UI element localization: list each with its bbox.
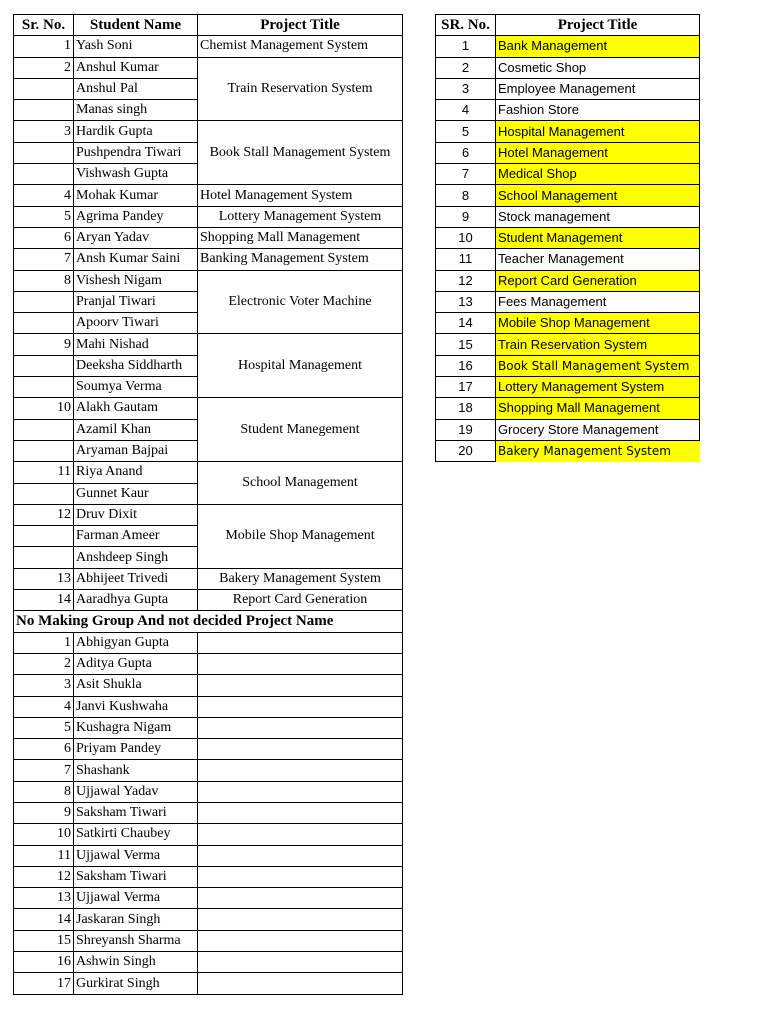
table-row [14, 888, 403, 909]
sr-no-cell: 16 [436, 355, 496, 376]
project-title-cell: Grocery Store Management [496, 419, 700, 440]
project-title-cell: Hotel Management System [198, 185, 403, 206]
sr-no-cell: 10 [14, 824, 74, 845]
project-title-cell [198, 909, 403, 930]
section-title: No Making Group And not decided Project Name [14, 611, 403, 632]
table-row [14, 398, 403, 419]
project-title-cell: Train Reservation System [496, 334, 700, 355]
table-row [14, 760, 403, 781]
project-title-cell: Shopping Mall Management [496, 398, 700, 419]
table-row [436, 377, 700, 398]
sr-no-cell [14, 313, 74, 334]
table-row [436, 100, 700, 121]
project-title-cell: School Management [496, 185, 700, 206]
table-row [14, 696, 403, 717]
sr-no-cell: 17 [436, 377, 496, 398]
sr-no-cell: 9 [14, 802, 74, 823]
sr-no-cell: 4 [436, 100, 496, 121]
project-title-cell: Fashion Store [496, 100, 700, 121]
sr-no-cell: 6 [436, 142, 496, 163]
sr-no-cell [14, 440, 74, 461]
student-name-cell: Riya Anand [74, 462, 198, 483]
project-title-cell: Lottery Management System [496, 377, 700, 398]
header-project-title: Project Title [198, 15, 403, 36]
project-title-cell [198, 781, 403, 802]
student-name-cell: Deeksha Siddharth [74, 355, 198, 376]
project-title-cell: Mobile Shop Management [496, 313, 700, 334]
project-title-cell: Banking Management System [198, 249, 403, 270]
sr-no-cell: 13 [14, 568, 74, 589]
sr-no-cell: 2 [436, 57, 496, 78]
table-row [436, 419, 700, 440]
student-name-cell: Druv Dixit [74, 504, 198, 525]
sr-no-cell: 12 [14, 866, 74, 887]
sr-no-cell: 5 [14, 206, 74, 227]
project-title-cell: Hotel Management [496, 142, 700, 163]
sr-no-cell: 14 [14, 909, 74, 930]
student-name-cell: Janvi Kushwaha [74, 696, 198, 717]
table-row [436, 270, 700, 291]
header-sr-no: SR. No. [436, 15, 496, 36]
table-row [14, 590, 403, 611]
sr-no-cell: 12 [436, 270, 496, 291]
sr-no-cell [14, 142, 74, 163]
sr-no-cell: 8 [14, 781, 74, 802]
table-row [436, 57, 700, 78]
project-title-cell [198, 866, 403, 887]
project-title-cell: Teacher Management [496, 249, 700, 270]
student-name-cell: Farman Ameer [74, 526, 198, 547]
project-title-cell [198, 739, 403, 760]
sr-no-cell: 1 [436, 36, 496, 57]
sr-no-cell: 20 [436, 440, 496, 461]
table-row [14, 185, 403, 206]
student-name-cell: Mohak Kumar [74, 185, 198, 206]
project-title-cell [198, 888, 403, 909]
sr-no-cell: 8 [436, 185, 496, 206]
table-row [14, 462, 403, 483]
table-row [436, 334, 700, 355]
student-name-cell: Mahi Nishad [74, 334, 198, 355]
student-name-cell: Agrima Pandey [74, 206, 198, 227]
sr-no-cell: 7 [14, 760, 74, 781]
project-title-cell [198, 696, 403, 717]
student-name-cell: Abhijeet Trivedi [74, 568, 198, 589]
table-row [14, 824, 403, 845]
student-name-cell: Shreyansh Sharma [74, 930, 198, 951]
sr-no-cell: 4 [14, 185, 74, 206]
sr-no-cell: 4 [14, 696, 74, 717]
student-name-cell: Vishesh Nigam [74, 270, 198, 291]
sr-no-cell [14, 547, 74, 568]
student-name-cell: Priyam Pandey [74, 739, 198, 760]
student-name-cell: Kushagra Nigam [74, 717, 198, 738]
table-row [14, 36, 403, 57]
table-row [14, 227, 403, 248]
table-row [436, 313, 700, 334]
project-title-cell: Hospital Management [198, 334, 403, 398]
table-row [436, 440, 700, 461]
header-project-title: Project Title [496, 15, 700, 36]
table-row [436, 291, 700, 312]
project-title-cell [198, 952, 403, 973]
student-name-cell: Asit Shukla [74, 675, 198, 696]
table-row [14, 973, 403, 994]
student-name-cell: Aryan Yadav [74, 227, 198, 248]
table-row [14, 121, 403, 142]
student-name-cell: Gunnet Kaur [74, 483, 198, 504]
table-row [436, 398, 700, 419]
sr-no-cell [14, 419, 74, 440]
table-row [14, 504, 403, 525]
table-row [14, 866, 403, 887]
sr-no-cell: 5 [436, 121, 496, 142]
table-row [14, 653, 403, 674]
project-title-cell: Student Management [496, 227, 700, 248]
sr-no-cell: 3 [436, 78, 496, 99]
sr-no-cell [14, 291, 74, 312]
sr-no-cell: 17 [14, 973, 74, 994]
sr-no-cell: 11 [436, 249, 496, 270]
table-row [14, 632, 403, 653]
sr-no-cell [14, 164, 74, 185]
project-title-cell [198, 824, 403, 845]
header-sr-no: Sr. No. [14, 15, 74, 36]
sr-no-cell: 10 [436, 227, 496, 248]
sr-no-cell: 3 [14, 675, 74, 696]
sr-no-cell: 11 [14, 845, 74, 866]
project-title-cell [198, 845, 403, 866]
table-row [14, 802, 403, 823]
sr-no-cell [14, 100, 74, 121]
table-row [14, 845, 403, 866]
project-title-cell: Medical Shop [496, 164, 700, 185]
project-title-cell: Bakery Management System [198, 568, 403, 589]
student-name-cell: Apoorv Tiwari [74, 313, 198, 334]
project-title-cell: Cosmetic Shop [496, 57, 700, 78]
table-row [436, 164, 700, 185]
student-name-cell: Anshul Pal [74, 78, 198, 99]
project-title-cell: Hospital Management [496, 121, 700, 142]
sr-no-cell: 13 [14, 888, 74, 909]
student-name-cell: Vishwash Gupta [74, 164, 198, 185]
project-title-cell: Chemist Management System [198, 36, 403, 57]
student-name-cell: Ansh Kumar Saini [74, 249, 198, 270]
table-row [14, 270, 403, 291]
student-project-table [13, 14, 403, 995]
sr-no-cell: 9 [14, 334, 74, 355]
sr-no-cell: 2 [14, 57, 74, 78]
student-name-cell: Aaradhya Gupta [74, 590, 198, 611]
sr-no-cell: 6 [14, 739, 74, 760]
table-row [436, 121, 700, 142]
sr-no-cell: 14 [14, 590, 74, 611]
student-name-cell: Gurkirat Singh [74, 973, 198, 994]
sr-no-cell: 3 [14, 121, 74, 142]
project-title-cell: Lottery Management System [198, 206, 403, 227]
table-row [436, 206, 700, 227]
student-name-cell: Abhigyan Gupta [74, 632, 198, 653]
project-title-cell: Fees Management [496, 291, 700, 312]
sr-no-cell: 13 [436, 291, 496, 312]
project-title-cell: Report Card Generation [198, 590, 403, 611]
project-title-cell: School Management [198, 462, 403, 505]
student-name-cell: Jaskaran Singh [74, 909, 198, 930]
project-title-cell [198, 930, 403, 951]
sr-no-cell [14, 377, 74, 398]
table-row [14, 57, 403, 78]
table-row [14, 930, 403, 951]
sr-no-cell: 7 [14, 249, 74, 270]
student-name-cell: Aryaman Bajpai [74, 440, 198, 461]
sr-no-cell: 7 [436, 164, 496, 185]
student-name-cell: Pranjal Tiwari [74, 291, 198, 312]
project-title-cell: Mobile Shop Management [198, 504, 403, 568]
table-row [14, 717, 403, 738]
student-name-cell: Azamil Khan [74, 419, 198, 440]
project-title-cell: Report Card Generation [496, 270, 700, 291]
sr-no-cell: 15 [436, 334, 496, 355]
table-row [14, 781, 403, 802]
project-title-cell [198, 760, 403, 781]
sr-no-cell: 2 [14, 653, 74, 674]
sr-no-cell: 10 [14, 398, 74, 419]
project-title-cell [198, 802, 403, 823]
sr-no-cell: 16 [14, 952, 74, 973]
project-title-cell [198, 632, 403, 653]
student-name-cell: Manas singh [74, 100, 198, 121]
project-title-cell: Stock management [496, 206, 700, 227]
sr-no-cell [14, 78, 74, 99]
student-name-cell: Anshul Kumar [74, 57, 198, 78]
sr-no-cell [14, 483, 74, 504]
project-title-cell: Bank Management [496, 36, 700, 57]
sr-no-cell [14, 355, 74, 376]
project-title-cell [198, 675, 403, 696]
sr-no-cell: 5 [14, 717, 74, 738]
table-row [14, 334, 403, 355]
sr-no-cell: 6 [14, 227, 74, 248]
project-title-cell: Employee Management [496, 78, 700, 99]
student-name-cell: Ujjawal Verma [74, 888, 198, 909]
table-row [436, 355, 700, 376]
student-name-cell: Saksham Tiwari [74, 802, 198, 823]
project-title-cell: Book Stall Management System [496, 355, 700, 376]
student-name-cell: Soumya Verma [74, 377, 198, 398]
sr-no-cell: 12 [14, 504, 74, 525]
table-row [14, 206, 403, 227]
right-header-row [436, 15, 700, 36]
table-row [14, 952, 403, 973]
student-name-cell: Ujjawal Verma [74, 845, 198, 866]
table-row [14, 568, 403, 589]
table-row [14, 249, 403, 270]
sr-no-cell: 19 [436, 419, 496, 440]
table-row [436, 78, 700, 99]
project-title-cell: Bakery Management System [496, 440, 700, 461]
student-name-cell: Satkirti Chaubey [74, 824, 198, 845]
left-header-row [14, 15, 403, 36]
project-title-cell: Student Manegement [198, 398, 403, 462]
student-name-cell: Shashank [74, 760, 198, 781]
table-row [436, 185, 700, 206]
table-row [436, 227, 700, 248]
project-title-cell: Shopping Mall Management [198, 227, 403, 248]
sr-no-cell: 1 [14, 632, 74, 653]
student-name-cell: Anshdeep Singh [74, 547, 198, 568]
table-row [436, 36, 700, 57]
sr-no-cell: 11 [14, 462, 74, 483]
sr-no-cell: 8 [14, 270, 74, 291]
student-name-cell: Saksham Tiwari [74, 866, 198, 887]
table-row [14, 675, 403, 696]
student-name-cell: Pushpendra Tiwari [74, 142, 198, 163]
sr-no-cell: 14 [436, 313, 496, 334]
student-name-cell: Ashwin Singh [74, 952, 198, 973]
student-name-cell: Ujjawal Yadav [74, 781, 198, 802]
project-title-cell [198, 653, 403, 674]
section-row [14, 611, 403, 632]
table-row [14, 909, 403, 930]
student-name-cell: Alakh Gautam [74, 398, 198, 419]
project-title-cell [198, 717, 403, 738]
sr-no-cell: 1 [14, 36, 74, 57]
sr-no-cell: 15 [14, 930, 74, 951]
project-title-cell: Electronic Voter Machine [198, 270, 403, 334]
table-row [436, 142, 700, 163]
sr-no-cell [14, 526, 74, 547]
table-row [14, 739, 403, 760]
student-name-cell: Hardik Gupta [74, 121, 198, 142]
project-title-cell: Book Stall Management System [198, 121, 403, 185]
project-title-cell: Train Reservation System [198, 57, 403, 121]
project-list-table [435, 14, 700, 462]
table-row [436, 249, 700, 270]
student-name-cell: Yash Soni [74, 36, 198, 57]
sr-no-cell: 9 [436, 206, 496, 227]
project-title-cell [198, 973, 403, 994]
student-name-cell: Aditya Gupta [74, 653, 198, 674]
sr-no-cell: 18 [436, 398, 496, 419]
header-student-name: Student Name [74, 15, 198, 36]
